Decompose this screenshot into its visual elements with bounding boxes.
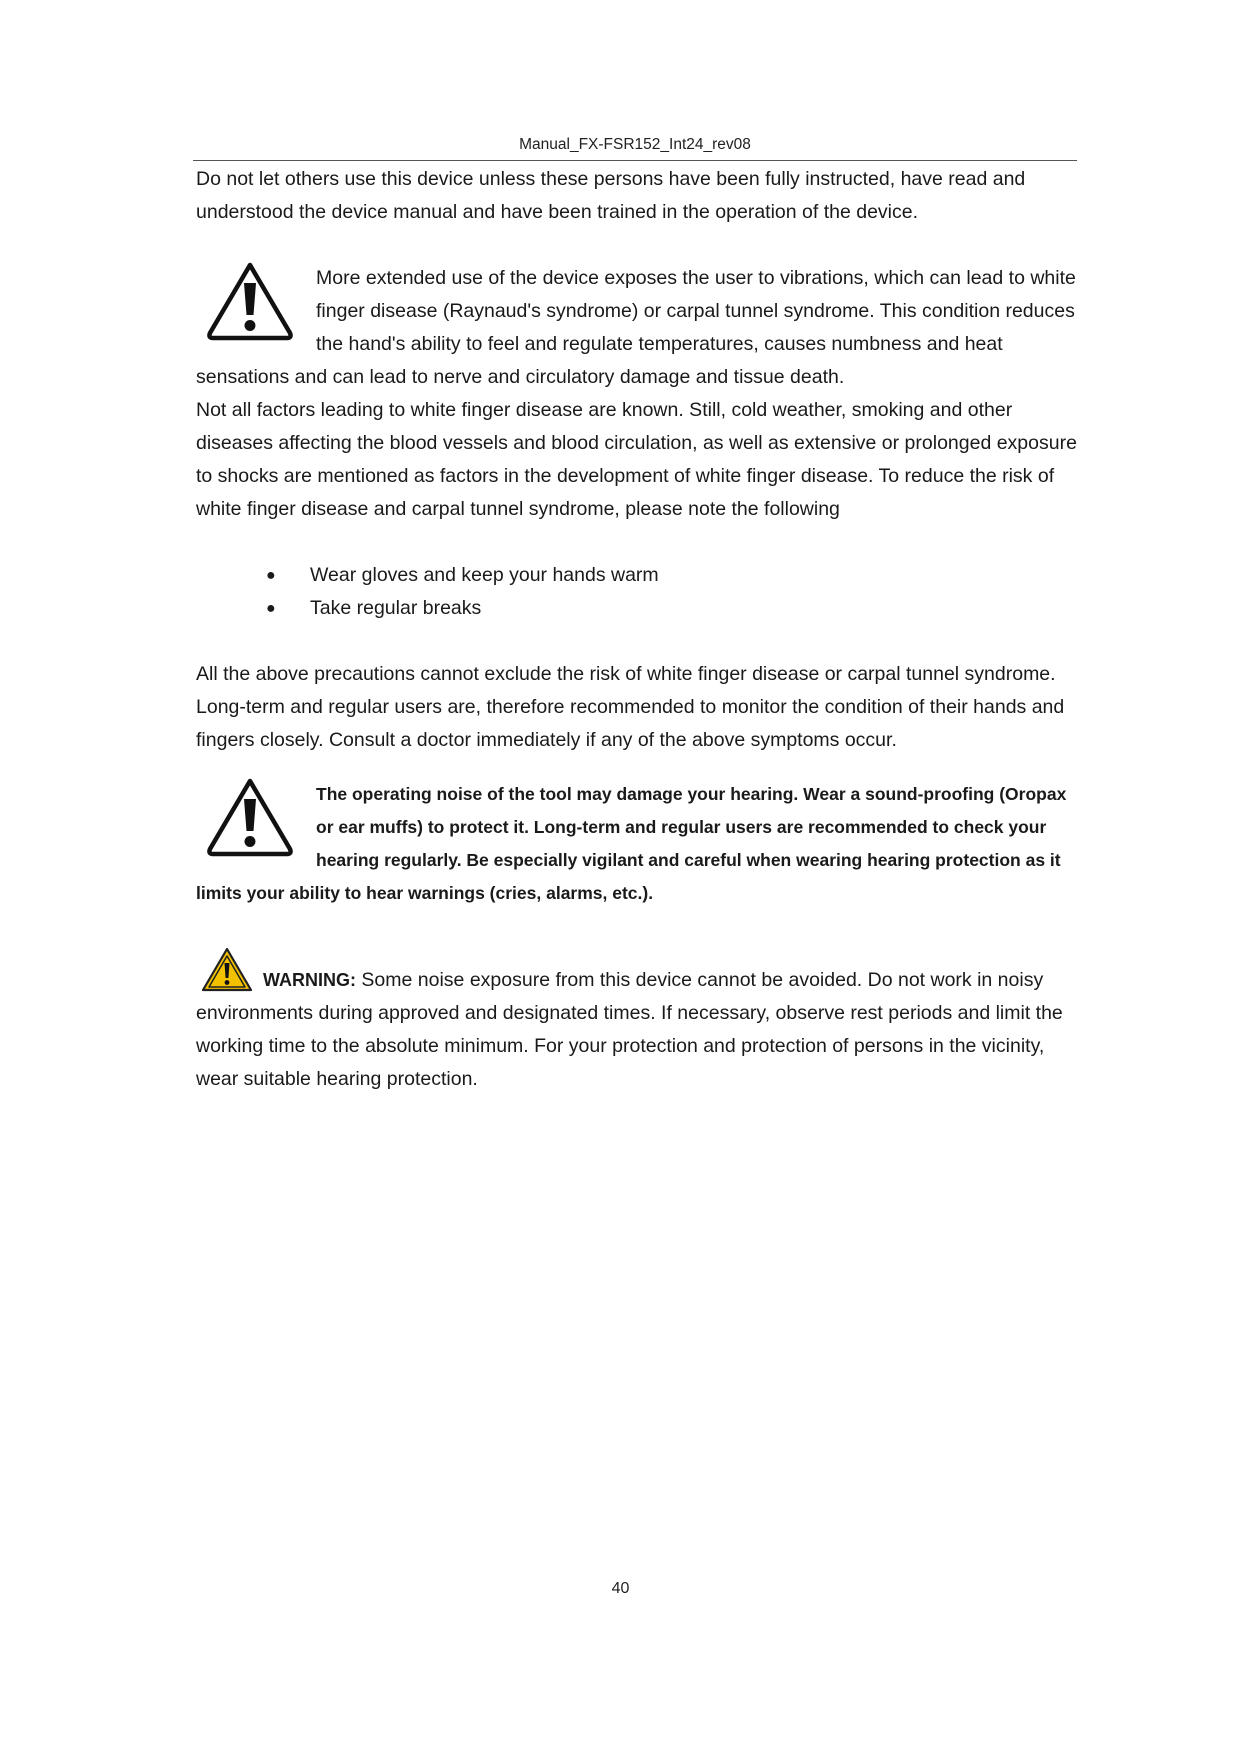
document-header: Manual_FX-FSR152_Int24_rev08: [519, 136, 751, 153]
warning-text: Some noise exposure from this device cannot be avoided. Do not work in noisy environments during approved and designated times. If necessary, observe rest periods and limit the working time to the absolute minimum. For your protection and protection of persons in the vicinity, wear suitable hearing protection.: [196, 969, 1063, 1090]
intro-paragraph: Do not let others use this device unless these persons have been fully instructed, have read and understood the device manual and have been trained in the operation of the device.: [196, 168, 1026, 223]
final-warning-paragraph: [196, 964, 1078, 1096]
exclamation-triangle-outline-icon: [204, 775, 296, 860]
noise-warning-text: The operating noise of the tool may damage your hearing. Wear a sound-proofing (Oropax or ear muffs) to protect it. Long-term and regular users are recommended to check your hearing regularly. Be especially vigilant and careful when wearing hearing protection as it limits your ability to hear warnings (cries, alarms, etc.).: [196, 784, 1067, 903]
bullet-icon: ●: [266, 600, 276, 617]
precautions-list: [196, 559, 1078, 625]
vibration-warning-block: [196, 262, 1078, 394]
exclamation-triangle-yellow-icon: [201, 947, 253, 993]
list-item-text: Wear gloves and keep your hands warm: [310, 564, 659, 586]
page-number: 40: [611, 1580, 630, 1597]
exclamation-triangle-outline-icon: [204, 259, 296, 344]
warning-label: WARNING:: [263, 970, 356, 990]
vibration-warning-text: More extended use of the device exposes the user to vibrations, which can lead to white finger disease (Raynaud's syndrome) or carpal tunnel syndrome. This condition reduces the hand's ability to feel and regulate temperatures, causes numbness and heat sensations and can lead to nerve and circulatory damage and tissue death.: [196, 267, 1076, 388]
factors-paragraph: Not all factors leading to white finger disease are known. Still, cold weather, smoking and other diseases affecting the blood vessels and blood circulation, as well as extensive or prolonged exposure to shocks are mentioned as factors in the development of white finger disease. To reduce the risk of white finger disease and carpal tunnel syndrome, please note the following: [196, 399, 1077, 520]
header-divider: [193, 160, 1077, 161]
list-item-text: Take regular breaks: [310, 597, 482, 619]
noise-warning-block: [196, 778, 1078, 910]
precautions-note: All the above precautions cannot exclude the risk of white finger disease or carpal tunnel syndrome. Long-term and regular users are, therefore recommended to monitor the condition of their hands and fingers closely. Consult a doctor immediately if any of the above symptoms occur.: [196, 663, 1065, 751]
page-content: [196, 163, 1078, 1096]
bullet-icon: ●: [266, 567, 276, 584]
list-item: [266, 559, 1078, 592]
list-item: [266, 592, 1078, 625]
